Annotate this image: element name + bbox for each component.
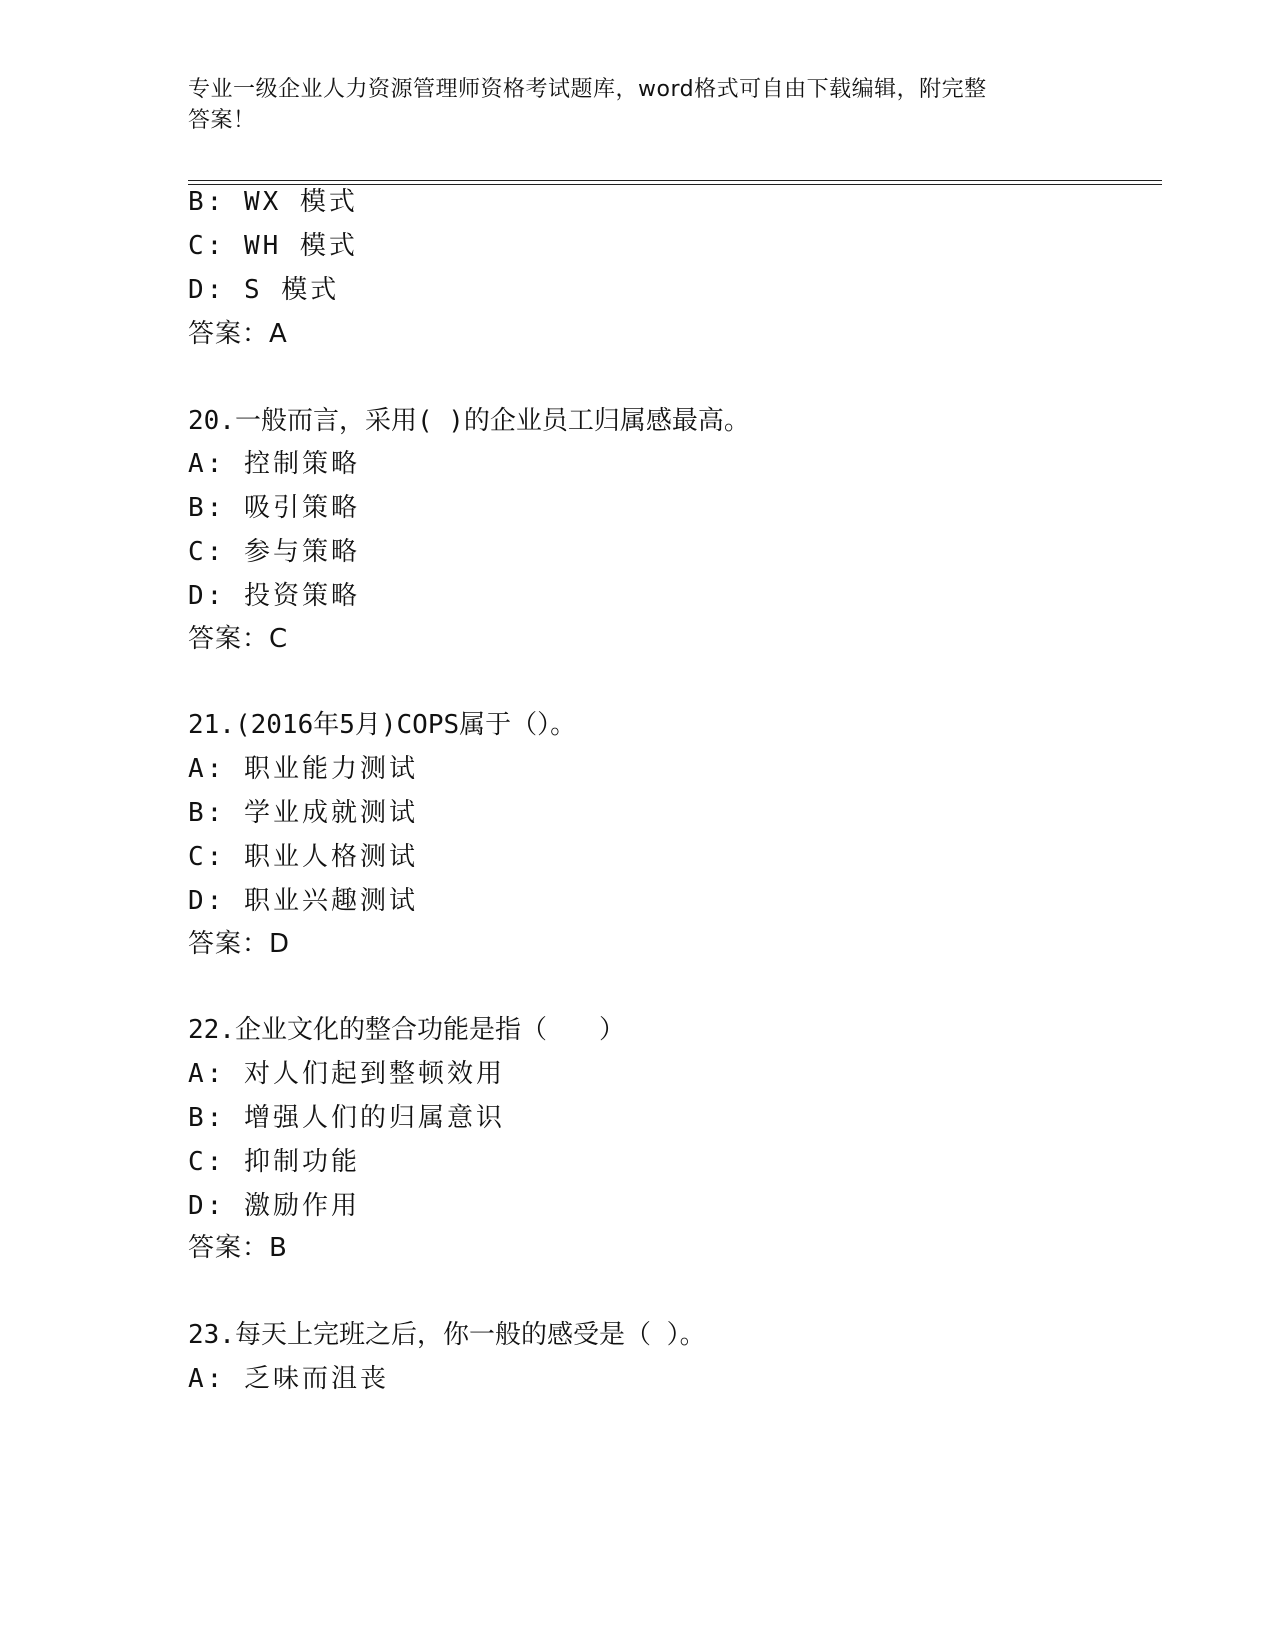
option-b: B: WX 模式 bbox=[188, 187, 358, 217]
option-d: D: S 模式 bbox=[188, 275, 340, 305]
question-stem-21: 21.(2016年5月)COPS属于（）。 bbox=[188, 710, 577, 740]
header-title-line-2: 答案！ bbox=[188, 108, 256, 133]
option-c: C: 参与策略 bbox=[188, 537, 360, 567]
option-a: A: 对人们起到整顿效用 bbox=[188, 1059, 505, 1089]
option-b: B: 学业成就测试 bbox=[188, 798, 418, 828]
answer-line: 答案：B bbox=[188, 1233, 288, 1263]
header-divider-top bbox=[188, 180, 1162, 181]
option-a: A: 职业能力测试 bbox=[188, 754, 418, 784]
question-stem-22: 22.企业文化的整合功能是指（ ） bbox=[188, 1015, 625, 1045]
answer-line: 答案：D bbox=[188, 929, 291, 959]
header-title-line-1: 专业一级企业人力资源管理师资格考试题库，word格式可自由下载编辑，附完整 bbox=[188, 77, 987, 102]
header-divider-bottom bbox=[188, 184, 1162, 185]
question-stem-23: 23.每天上完班之后，你一般的感受是（ ）。 bbox=[188, 1320, 706, 1350]
option-c: C: 抑制功能 bbox=[188, 1147, 360, 1177]
option-a: A: 乏味而沮丧 bbox=[188, 1364, 389, 1394]
question-stem-20: 20.一般而言，采用( )的企业员工归属感最高。 bbox=[188, 406, 750, 436]
answer-line: 答案：C bbox=[188, 624, 289, 654]
answer-line: 答案：A bbox=[188, 319, 288, 349]
document-header bbox=[188, 74, 1088, 136]
option-a: A: 控制策略 bbox=[188, 449, 360, 479]
option-d: D: 职业兴趣测试 bbox=[188, 886, 418, 916]
option-d: D: 激励作用 bbox=[188, 1191, 360, 1221]
option-c: C: WH 模式 bbox=[188, 231, 358, 261]
option-b: B: 增强人们的归属意识 bbox=[188, 1103, 505, 1133]
option-c: C: 职业人格测试 bbox=[188, 842, 418, 872]
option-b: B: 吸引策略 bbox=[188, 493, 360, 523]
option-d: D: 投资策略 bbox=[188, 581, 360, 611]
